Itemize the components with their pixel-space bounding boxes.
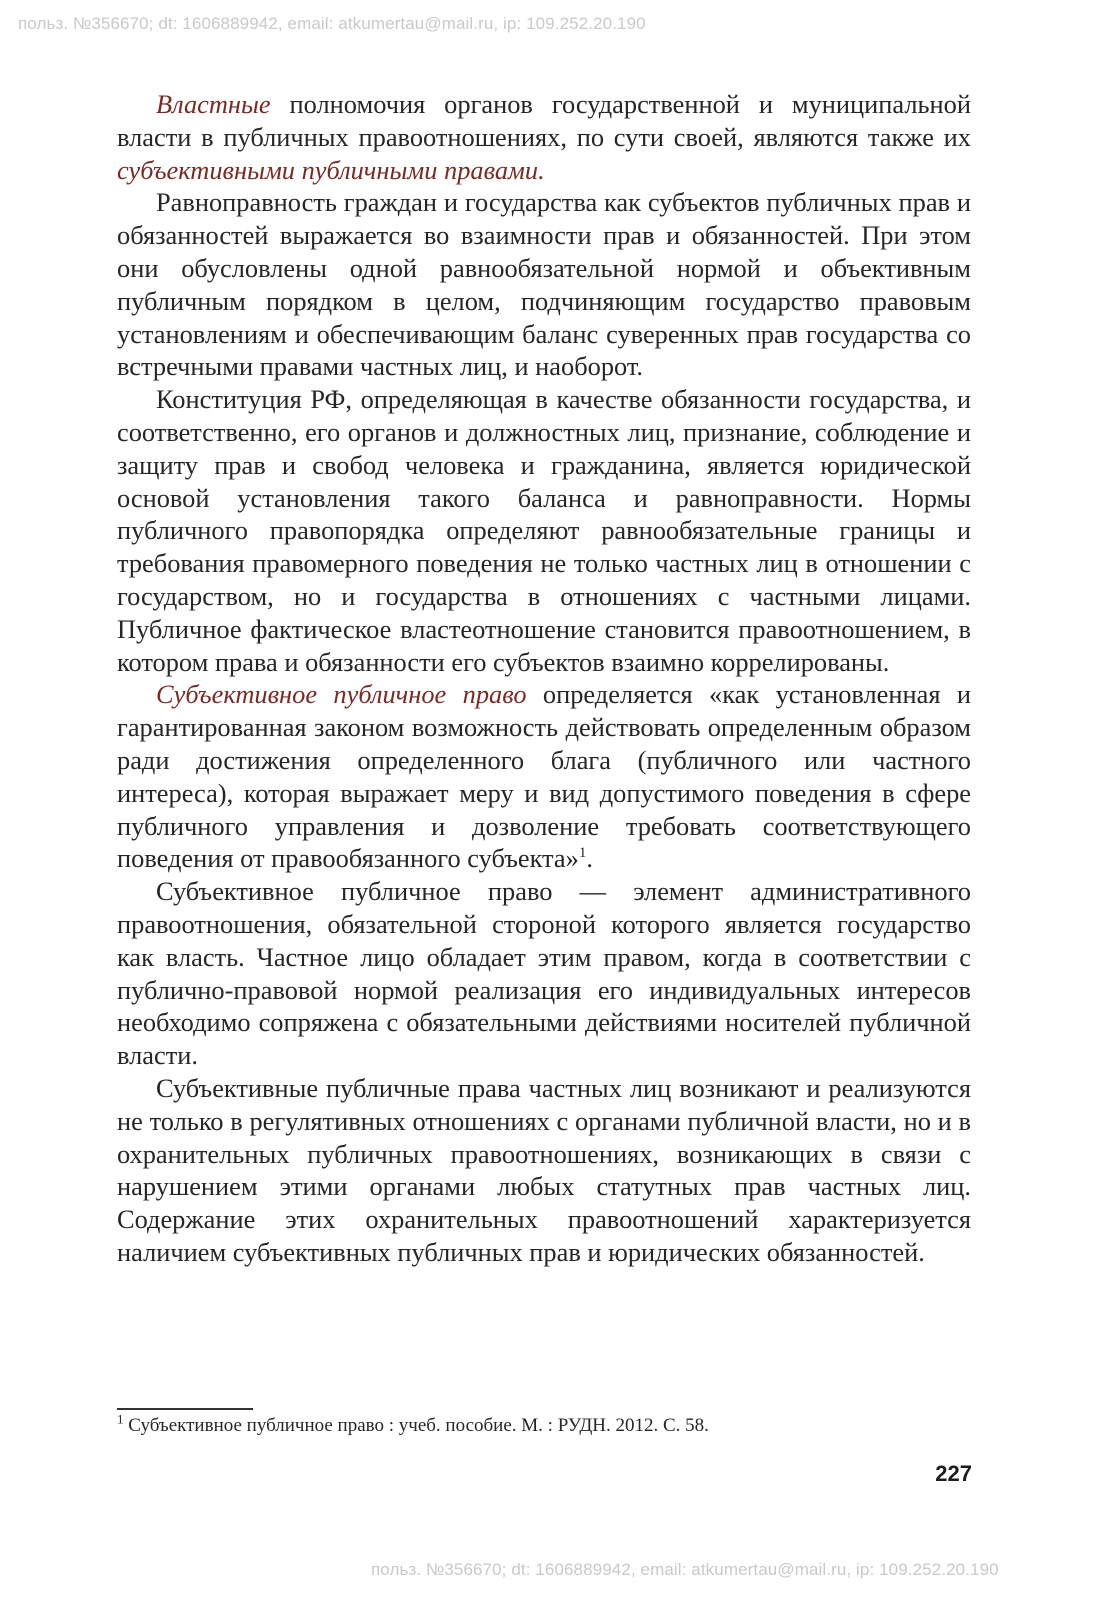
term-subjective-public-right: Субъективное публичное право bbox=[156, 679, 527, 710]
footnote-text: Субъективное публичное право : учеб. пособие. М. : РУДН. 2012. С. 58. bbox=[123, 1415, 709, 1436]
paragraph-6: Субъективные публичные права частных лиц возникают и реализуются не только в регулятивных отношениях с органами публичной власти, но и в охранительных публичных правоотношениях, возникающих в связи с нарушением этими органами любых статутных прав частных лиц. Содержание этих охранительных правоотношений характеризуется наличием субъективных публичных прав и юридических обязанностей. bbox=[117, 1072, 971, 1267]
footnote bbox=[117, 1413, 971, 1439]
paragraph-4-end: . bbox=[586, 843, 593, 874]
paragraph-3: Конституция РФ, определяющая в качестве обязанности государства, и соответственно, его органов и должностных лиц, признание, соблюдение и защиту прав и свобод человека и гражданина, является юридической основой установления такого баланса и равноправности. Нормы публичного правопорядка определяют равнообязательные границы и требования правомерного поведения не только частных лиц в отношении с государством, но и государства в отношениях с частными лицами. Публичное фактическое властеотношение становится правоотношением, в котором права и обязанности его субъектов взаимно коррелированы. bbox=[117, 384, 971, 677]
paragraph-1 bbox=[117, 88, 971, 186]
term-subjective-public-rights: субъективными публичными правами. bbox=[117, 154, 545, 185]
footnote-reference[interactable]: 1 bbox=[578, 845, 587, 862]
paragraph-1-text: полномочия органов государственной и муниципальной власти в публичных правоотношениях, по сути своей, являются также их bbox=[117, 89, 971, 152]
paragraph-2: Равноправность граждан и государства как субъектов публичных прав и обязанностей выражается во взаимности прав и обязанностей. При этом они обусловлены одной равнообязательной нормой и объективным публичным порядком в целом, подчиняющим государство правовым установлениям и обеспечивающим баланс суверенных прав государства со встречными правами частных лиц, и наоборот. bbox=[117, 187, 971, 382]
footnote-marker: 1 bbox=[117, 1411, 124, 1427]
paragraph-4 bbox=[117, 678, 971, 875]
term-vlastnye: Властные bbox=[156, 89, 271, 119]
page-body bbox=[117, 88, 971, 1269]
page-number: 227 bbox=[935, 1461, 972, 1486]
paragraph-4-text: определяется «как установленная и гарантированная законом возможность действовать определенным образом ради достижения определенного блага (публичного или частного интереса), которая выражает меру и вид допустимого поведения в сфере публичного управления и дозволение требовать соответствующего поведения от правообязанного субъекта» bbox=[117, 679, 971, 874]
footnote-divider bbox=[117, 1408, 253, 1410]
watermark-top: польз. №356670; dt: 1606889942, email: atkumertau@mail.ru, ip: 109.252.20.190 bbox=[18, 14, 646, 33]
paragraph-5: Субъективное публичное право — элемент административного правоотношения, обязательной стороной которого является государство как власть. Частное лицо обладает этим правом, когда в соответствии с публично-правовой нормой реализация его индивидуальных интересов необходимо сопряжена с обязательными действиями носителей публичной власти. bbox=[117, 876, 971, 1071]
watermark-bottom: польз. №356670; dt: 1606889942, email: atkumertau@mail.ru, ip: 109.252.20.190 bbox=[371, 1560, 999, 1579]
